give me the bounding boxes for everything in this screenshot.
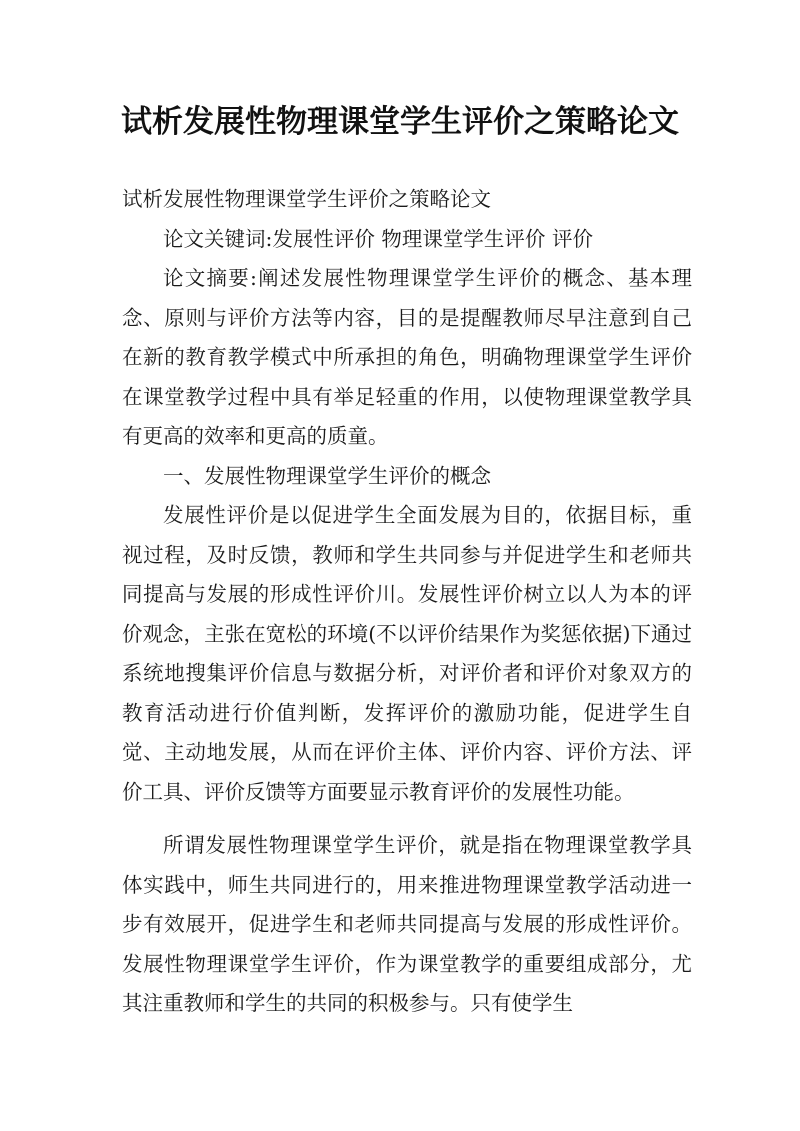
- document-subtitle: 试析发展性物理课堂学生评价之策略论文: [122, 187, 491, 211]
- abstract-paragraph: 论文摘要:阐述发展性物理课堂学生评价的概念、基本理念、原则与评价方法等内容，目的是提醒教师尽早注意到自己在新的教育教学模式中所承担的角色，明确物理课堂学生评价在课堂教学过程中具有举足轻重的作用，以使物理课堂教学具有更高的效率和更高的质童。: [122, 266, 692, 448]
- keywords-paragraph: 论文关键词:发展性评价 物理课堂学生评价 评价: [163, 226, 593, 251]
- document-title: 试析发展性物理课堂学生评价之策略论文: [121, 104, 679, 140]
- section-heading: 一、发展性物理课堂学生评价的概念: [163, 463, 491, 488]
- body-paragraph-2: 所谓发展性物理课堂学生评价，就是指在物理课堂教学具体实践中，师生共同进行的，用来推进物理课堂教学活动进一步有效展开，促进学生和老师共同提高与发展的形成性评价。发展性物理课堂学生评价，作为课堂教学的重要组成部分，尤其注重教师和学生的共同的积极参与。只有使学生: [122, 833, 692, 1015]
- body-paragraph-1: 发展性评价是以促进学生全面发展为目的，依据目标，重视过程，及时反馈，教师和学生共同参与并促进学生和老师共同提高与发展的形成性评价川。发展性评价树立以人为本的评价观念，主张在宽松的环境(不以评价结果作为奖惩依据)下通过系统地搜集评价信息与数据分析，对评价者和评价对象双方的教育活动进行价值判断，发挥评价的激励功能，促进学生自觉、主动地发展，从而在评价主体、评价内容、评价方法、评价工具、评价反馈等方面要显示教育评价的发展性功能。: [122, 503, 692, 804]
- document-body: [122, 180, 692, 1024]
